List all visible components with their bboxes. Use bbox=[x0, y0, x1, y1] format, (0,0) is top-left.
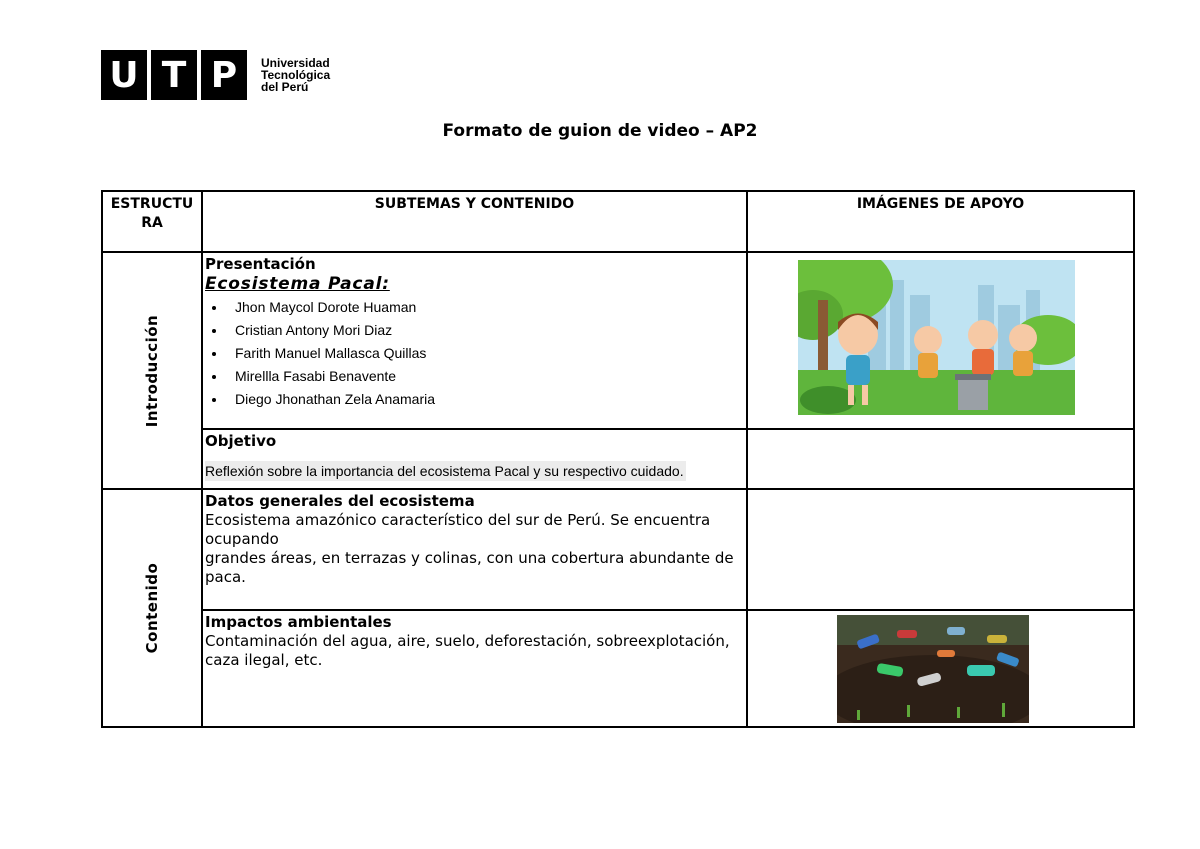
stage-contenido bbox=[102, 489, 202, 727]
header-imagenes: IMÁGENES DE APOYO bbox=[747, 191, 1134, 252]
member-item: • Cristian Antony Mori Diaz bbox=[227, 319, 744, 342]
datos-text-line1: Ecosistema amazónico característico del sur de Perú. Se encuentra ocupando bbox=[205, 511, 711, 548]
objetivo-cell bbox=[202, 429, 747, 489]
document-title: Formato de guion de video – AP2 bbox=[442, 121, 758, 141]
logo-university-name: Universidad Tecnológica del Perú bbox=[261, 56, 331, 94]
impactos-cell bbox=[202, 610, 747, 727]
logo-letter-u: U bbox=[101, 50, 147, 100]
header-subtemas: SUBTEMAS Y CONTENIDO bbox=[202, 191, 747, 252]
members-list bbox=[205, 296, 744, 411]
row-datos bbox=[102, 489, 1134, 610]
stage-label-introduccion: Introducción bbox=[143, 314, 161, 427]
header-row bbox=[102, 191, 1134, 252]
member-item: • Mirellla Fasabi Benavente bbox=[227, 365, 744, 388]
impactos-heading: Impactos ambientales bbox=[205, 613, 392, 631]
member-item: • Farith Manuel Mallasca Quillas bbox=[227, 342, 744, 365]
datos-text-line2: grandes áreas, en terrazas y colinas, con una cobertura abundante de paca. bbox=[205, 549, 734, 586]
row-objetivo bbox=[102, 429, 1134, 489]
objetivo-heading: Objetivo bbox=[205, 432, 277, 450]
row-presentacion bbox=[102, 252, 1134, 429]
stage-label-contenido: Contenido bbox=[143, 562, 161, 654]
member-item: • Diego Jhonathan Zela Anamaria bbox=[227, 388, 744, 411]
stage-introduccion bbox=[102, 252, 202, 489]
impactos-text: Contaminación del agua, aire, suelo, deforestación, sobreexplotación, caza ilegal, etc. bbox=[205, 632, 730, 669]
batteries-in-soil-photo bbox=[837, 615, 1029, 723]
impactos-image-cell bbox=[747, 610, 1134, 727]
objetivo-image-cell bbox=[747, 429, 1134, 489]
ecosystem-name: Ecosistema Pacal: bbox=[205, 274, 390, 294]
presentacion-image-cell bbox=[747, 252, 1134, 429]
objetivo-text: Reflexión sobre la importancia del ecosistema Pacal y su respectivo cuidado. bbox=[205, 463, 684, 479]
presentacion-heading: Presentación bbox=[205, 255, 316, 273]
logo-letter-t: T bbox=[151, 50, 197, 100]
presentacion-cell bbox=[202, 252, 747, 429]
datos-cell bbox=[202, 489, 747, 610]
kids-recycling-illustration bbox=[798, 260, 1075, 415]
datos-heading: Datos generales del ecosistema bbox=[205, 492, 475, 510]
datos-image-cell bbox=[747, 489, 1134, 610]
utp-logo bbox=[101, 50, 330, 100]
guion-table bbox=[101, 190, 1135, 728]
logo-letter-p: P bbox=[201, 50, 247, 100]
trash-can bbox=[955, 374, 991, 410]
member-item: • Jhon Maycol Dorote Huaman bbox=[227, 296, 744, 319]
header-estructura: ESTRUCTURA bbox=[102, 191, 202, 252]
row-impactos bbox=[102, 610, 1134, 727]
